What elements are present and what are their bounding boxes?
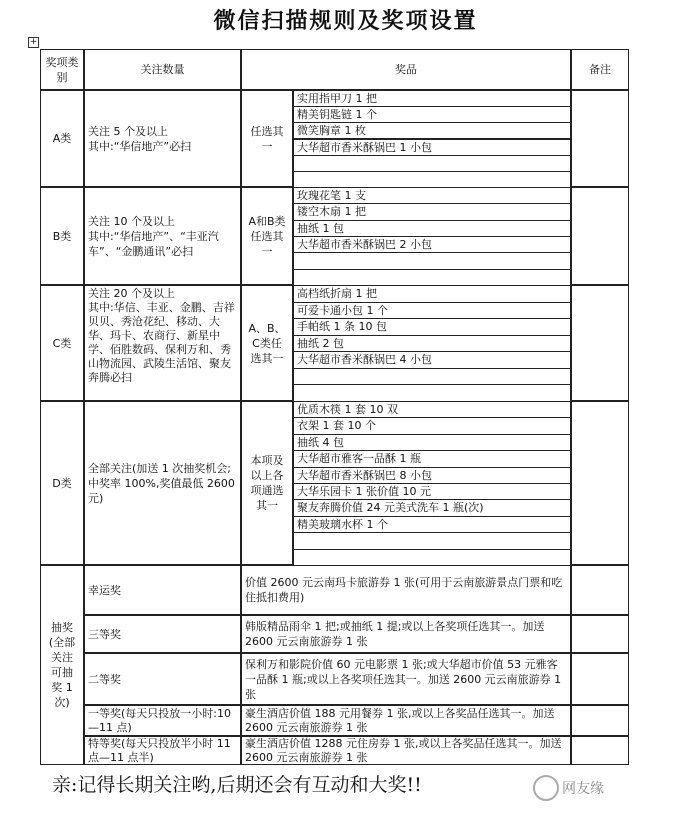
category-b-select: A和B类任选其一 xyxy=(241,187,293,285)
category-c-prize-item: 抽纸 2 包 xyxy=(293,335,571,353)
lottery-special-prize: 豪生酒店价值 1288 元住房券 1 张,或以上各奖品任选其一。加送 2600 元云南旅游券 1 张 xyxy=(241,736,571,765)
category-a-prize-item: 大华超市香米酥锅巴 1 小包 xyxy=(293,139,571,156)
category-d-prize-item xyxy=(293,532,571,549)
category-a-select: 任选其一 xyxy=(241,90,293,187)
category-b-follow: 关注 10 个及以上 其中:“华信地产”、“丰亚汽车”、“金鹏通讯”必扫 xyxy=(84,187,241,285)
category-d-select: 本项及以上各项通选其一 xyxy=(241,401,293,565)
lottery-lucky-note xyxy=(571,565,629,615)
footer-message: 亲:记得长期关注哟,后期还会有互动和大奖!! xyxy=(52,774,422,796)
category-d-prize-item: 衣架 1 套 10 个 xyxy=(293,417,571,434)
header-follow-count: 关注数量 xyxy=(84,49,241,90)
category-c-prize-item: 手帕纸 1 条 10 包 xyxy=(293,318,571,336)
category-a-follow: 关注 5 个及以上 其中:“华信地产”必扫 xyxy=(84,90,241,187)
category-d-prize-item: 精美玻璃水杯 1 个 xyxy=(293,516,571,533)
watermark-logo-icon xyxy=(533,775,559,801)
category-c-prize-item: 高档纸折扇 1 把 xyxy=(293,285,571,303)
header-note: 备注 xyxy=(571,49,629,90)
lottery-first-note xyxy=(571,705,629,736)
document-title: 微信扫描规则及奖项设置 xyxy=(213,8,478,34)
lottery-lucky-prize: 价值 2600 元云南玛卡旅游券 1 张(可用于云南旅游景点门票和吃住抵扣费用) xyxy=(241,565,571,615)
lottery-first-name: 一等奖(每天只投放一小时:10—11 点) xyxy=(84,705,241,736)
category-b-prize-item xyxy=(293,269,571,286)
category-a-label: A类 xyxy=(40,90,84,187)
category-c-prize-item: 大华超市香米酥锅巴 4 小包 xyxy=(293,351,571,369)
category-d-prize-item: 抽纸 4 包 xyxy=(293,434,571,451)
watermark-text: 网友缘 xyxy=(562,781,604,797)
category-b-prize-item: 大华超市香米酥锅巴 2 小包 xyxy=(293,236,571,253)
lottery-second-name: 二等奖 xyxy=(84,653,241,705)
lottery-third-prize: 韩版精品雨伞 1 把;或抽纸 1 提;或以上各奖项任选其一。加送 2600 元云南旅游券 1 张 xyxy=(241,615,571,653)
category-c-prize-item: 可爱卡通小包 1 个 xyxy=(293,302,571,320)
lottery-second-prize: 保利万和影院价值 60 元电影票 1 张;或大华超市价值 53 元雅客一品酥 1 瓶;或以上各奖项任选其一。加送 2600 元云南旅游券 1 张 xyxy=(241,653,571,705)
category-a-prize-item: 精美钥匙链 1 个 xyxy=(293,106,571,123)
lottery-third-note xyxy=(571,615,629,653)
category-b-note xyxy=(571,187,629,285)
category-d-follow: 全部关注(加送 1 次抽奖机会;中奖率 100%,奖值最低 2600 元) xyxy=(84,401,241,565)
category-c-follow: 关注 20 个及以上 其中:华信、丰亚、金鹏、吉祥贝贝、秀沧花纪、移动、大华、玛卡、农商行、新星中学、佰胜数码、保利万和、秀山物流园、武陵生活馆、聚友奔腾必扫 xyxy=(84,285,241,401)
header-category: 奖项类别 xyxy=(40,49,84,90)
lottery-label: 抽奖(全部关注可抽奖 1 次) xyxy=(40,565,84,765)
category-a-prize-item xyxy=(293,155,571,172)
lottery-special-note xyxy=(571,736,629,765)
lottery-special-name: 特等奖(每天只投放半小时 11 点—11 点半) xyxy=(84,736,241,765)
category-d-prize-item: 大华超市雅客一品酥 1 瓶 xyxy=(293,450,571,467)
category-c-prize-item xyxy=(293,368,571,386)
category-d-prize-item: 聚友奔腾价值 24 元美式洗车 1 瓶(次) xyxy=(293,499,571,516)
category-a-prize-item: 微笑胸章 1 枚 xyxy=(293,122,571,139)
category-b-prize-item: 镂空木扇 1 把 xyxy=(293,203,571,220)
category-b-prize-item: 抽纸 1 包 xyxy=(293,220,571,237)
category-b-prize-item: 玫瑰花笔 1 支 xyxy=(293,187,571,204)
category-b-prize-item xyxy=(293,252,571,269)
category-c-label: C类 xyxy=(40,285,84,401)
category-a-note xyxy=(571,90,629,187)
category-d-prize-item: 大华乐园卡 1 张价值 10 元 xyxy=(293,483,571,500)
category-c-select: A、B、C类任选其一 xyxy=(241,285,293,401)
category-d-note xyxy=(571,401,629,565)
category-a-prize-item: 实用指甲刀 1 把 xyxy=(293,90,571,107)
lottery-second-note xyxy=(571,653,629,705)
lottery-third-name: 三等奖 xyxy=(84,615,241,653)
lottery-lucky-name: 幸运奖 xyxy=(84,565,241,615)
category-a-prize-item xyxy=(293,171,571,188)
category-d-label: D类 xyxy=(40,401,84,565)
category-d-prize-item: 大华超市香米酥锅巴 8 小包 xyxy=(293,467,571,484)
table-move-handle-icon[interactable]: + xyxy=(29,37,38,47)
lottery-first-prize: 豪生酒店价值 188 元用餐券 1 张,或以上各奖品任选其一。加送 2600 元云南旅游券 1 张 xyxy=(241,705,571,736)
category-b-label: B类 xyxy=(40,187,84,285)
prize-table xyxy=(40,49,629,765)
header-prize: 奖品 xyxy=(241,49,571,90)
category-c-prize-item xyxy=(293,384,571,402)
category-c-note xyxy=(571,285,629,401)
category-d-prize-item: 优质木筷 1 套 10 双 xyxy=(293,401,571,418)
category-d-prize-item xyxy=(293,549,571,566)
